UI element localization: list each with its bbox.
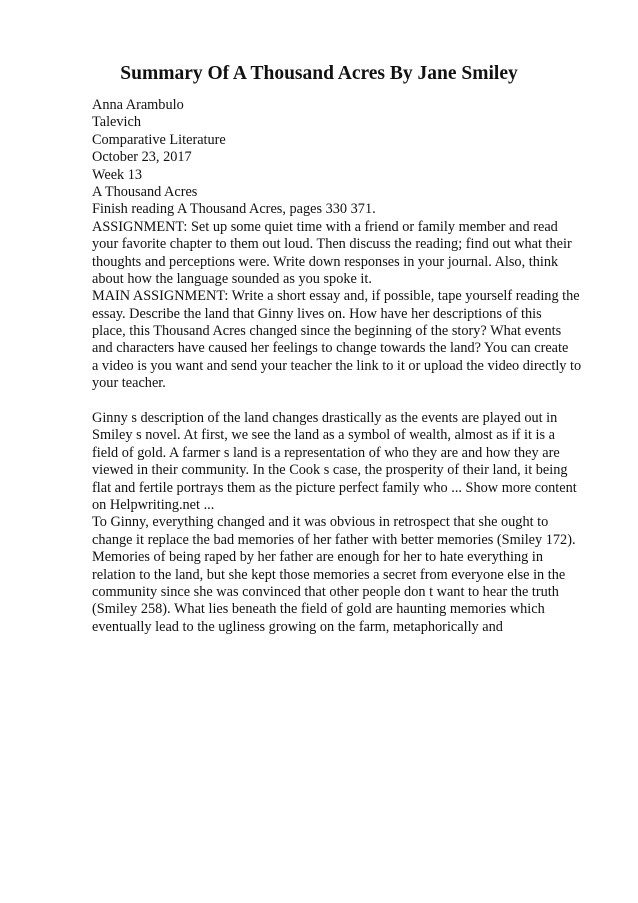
text-line: Memories of being raped by her father are enough for her to hate everything in [92, 549, 543, 566]
header-block [92, 97, 602, 219]
text-line: about how the language sounded as you spoke it. [92, 270, 372, 287]
assignment-paragraph [92, 219, 602, 289]
text-line: (Smiley 258). What lies beneath the field of gold are haunting memories which [92, 601, 545, 618]
text-line: relation to the land, but she kept those memories a secret from everyone else in the [92, 566, 566, 583]
teacher-name: Talevich [92, 114, 142, 131]
book-title: A Thousand Acres [92, 183, 198, 200]
document-date: October 23, 2017 [92, 149, 192, 166]
text-line: place, this Thousand Acres changed since the beginning of the story? What events [92, 323, 562, 340]
essay-paragraph-2 [92, 514, 602, 636]
text-line: MAIN ASSIGNMENT: Write a short essay and, if possible, tape yourself reading the [92, 288, 580, 305]
paragraph-spacer [92, 393, 602, 410]
student-name: Anna Arambulo [92, 97, 184, 113]
text-line: eventually lead to the ugliness growing on the farm, metaphorically and [92, 618, 503, 635]
text-line: flat and fertile portrays them as the picture perfect family who ... Show more content [92, 479, 577, 496]
text-line: a video is you want and send your teacher the link to it or upload the video directly to [92, 357, 582, 374]
text-line: Smiley s novel. At first, we see the land as a symbol of wealth, almost as if it is a [92, 427, 555, 444]
main-assignment-paragraph [92, 288, 602, 392]
text-line: ASSIGNMENT: Set up some quiet time with a friend or family member and read [92, 218, 558, 235]
text-line: community since she was convinced that other people don t want to hear the truth [92, 583, 559, 600]
text-line: To Ginny, everything changed and it was obvious in retrospect that she ought to [92, 514, 549, 531]
text-line: your teacher. [92, 375, 166, 392]
course-name: Comparative Literature [92, 131, 226, 148]
text-line: on Helpwriting.net ... [92, 496, 215, 513]
text-line: thoughts and perceptions were. Write down responses in your journal. Also, think [92, 253, 559, 270]
text-line: and characters have caused her feelings to change towards the land? You can create [92, 340, 569, 357]
week-label: Week 13 [92, 166, 143, 183]
text-line: field of gold. A farmer s land is a representation of who they are and how they are [92, 444, 560, 461]
text-line: essay. Describe the land that Ginny lives on. How have her descriptions of this [92, 305, 542, 322]
text-line: your favorite chapter to them out loud. Then discuss the reading; find out what their [92, 236, 572, 253]
essay-paragraph-1 [92, 410, 602, 514]
text-line: Ginny s description of the land changes drastically as the events are played out in [92, 410, 558, 427]
text-line: viewed in their community. In the Cook s case, the prosperity of their land, it being [92, 462, 568, 479]
reading-instruction: Finish reading A Thousand Acres, pages 330 371. [92, 201, 376, 218]
document-body [92, 97, 602, 636]
text-line: change it replace the bad memories of her father with better memories (Smiley 172). [92, 531, 576, 548]
document-title: Summary Of A Thousand Acres By Jane Smiley [120, 63, 518, 84]
